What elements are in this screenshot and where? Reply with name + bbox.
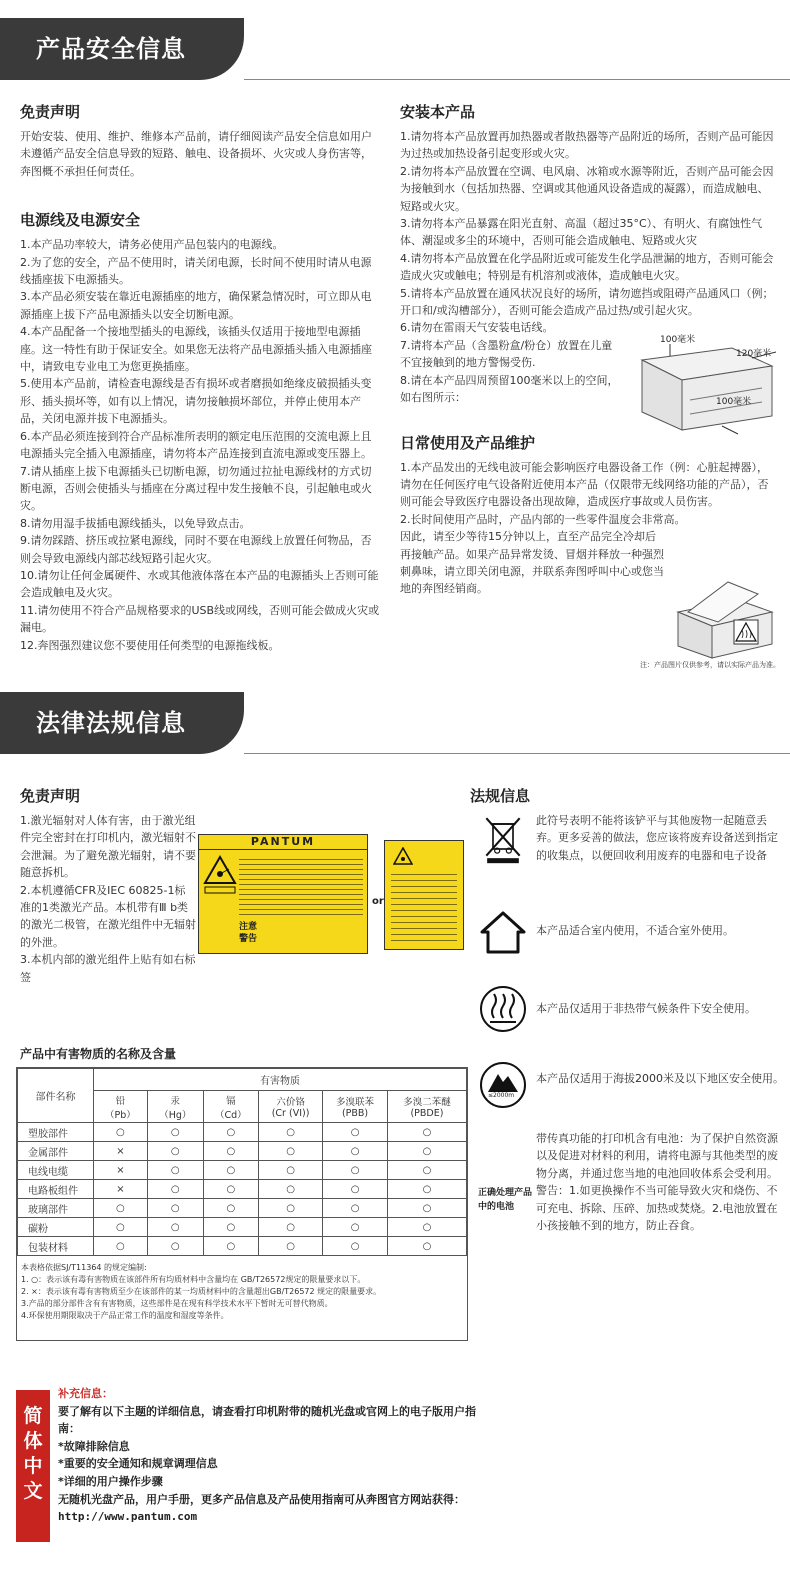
hazard-note: 4.环保使用期限取决于产品正常工作的温度和湿度等条件。: [21, 1311, 229, 1320]
altitude-icon-label: ≤2000m: [488, 1092, 515, 1099]
column-header: 镉 （Cd）: [203, 1091, 258, 1123]
divider: [244, 753, 790, 754]
power-item: 9.请勿踩踏、挤压或拉紧电源线，同时不要在电源线上放置任何物品，否则会导致电源线内部芯线短路引起火灾。: [20, 534, 372, 565]
power-item: 3.本产品必须安装在靠近电源插座的地方，确保紧急情况时，可立即从电源插座上拔下产品电源插头以安全切断电源。: [20, 290, 372, 321]
brand-text: PANTUM: [199, 835, 367, 850]
hazard-note: 本表格依据SJ/T11364 的规定编制:: [21, 1263, 147, 1272]
part-name-cell: 塑胶部件: [18, 1123, 94, 1142]
house-icon: [478, 908, 528, 958]
reg-text: 本产品仅适用于海拔2000米及以下地区安全使用。: [536, 1072, 784, 1085]
substance-cell: ×: [94, 1161, 148, 1180]
battery-label: 正确处理产品中的电池: [478, 1188, 533, 1212]
substance-cell: ○: [258, 1180, 322, 1199]
substance-cell: ○: [203, 1180, 258, 1199]
substance-cell: ○: [258, 1199, 322, 1218]
substance-cell: ○: [387, 1142, 466, 1161]
substance-cell: ○: [94, 1218, 148, 1237]
table-row: [18, 1237, 467, 1256]
dim-label-front: 100毫米: [716, 397, 752, 407]
install-item: 7.请将本产品（含墨粉盒/粉仓）放置在儿童不宜接触到的地方警惕受伤.: [400, 338, 613, 370]
language-sidebar: [16, 1390, 50, 1542]
substance-cell: ○: [387, 1161, 466, 1180]
power-item: 8.请勿用湿手拔插电源线插头，以免导致点击。: [20, 516, 251, 530]
column-header: 汞 （Hg）: [147, 1091, 203, 1123]
laser-hazard-icon: [203, 855, 237, 895]
label-fine-print: [391, 869, 457, 943]
power-item: 5.使用本产品前，请检查电源线是否有损坏或者磨损如绝缘皮破损插头变形、插头损坏等，如有以上情况，请勿接触损坏部位，并停止使用本产品，关闭电源并拔下电源插头。: [20, 377, 372, 426]
part-name-cell: 电路板组件: [18, 1180, 94, 1199]
install-item: 3.请勿将本产品暴露在阳光直射、高温（超过35°C）、有明火、有腐蚀性气体、潮湿或多尘的环境中，否则可能会造成触电、短路或火灾: [400, 217, 763, 248]
section-title-legal: 法律法规信息: [0, 692, 244, 754]
supplement-line: *重要的安全通知和规章调理信息: [58, 1457, 218, 1471]
substance-cell: ○: [94, 1199, 148, 1218]
substance-cell: ×: [94, 1180, 148, 1199]
substance-cell: ○: [147, 1142, 203, 1161]
substance-cell: ○: [323, 1161, 388, 1180]
substance-cell: ○: [387, 1218, 466, 1237]
substance-cell: ○: [387, 1180, 466, 1199]
substance-cell: ○: [323, 1199, 388, 1218]
reg-item-altitude: [478, 1060, 782, 1110]
substance-cell: ○: [323, 1218, 388, 1237]
substance-cell: ○: [258, 1218, 322, 1237]
supplement-line: 要了解有以下主题的详细信息，请查看打印机附带的随机光盘或官网上的电子版用户指南：: [58, 1404, 476, 1436]
altitude-icon: [478, 1060, 528, 1110]
substance-cell: ○: [94, 1123, 148, 1142]
table-row: [18, 1123, 467, 1142]
reg-text: 此符号表明不能将该铲平与其他废物一起随意丢弃。更多妥善的做法，您应该将废弃设备送到指定的收集点，以便回收利用废弃的电器和电子设备: [536, 814, 778, 862]
daily-item: 2.长时间使用产品时，产品内部的一些零件温度会非常高。: [400, 512, 686, 526]
part-name-cell: 电线电缆: [18, 1161, 94, 1180]
col-group-header: 有害物质: [94, 1069, 467, 1091]
substance-cell: ○: [258, 1142, 322, 1161]
power-item: 12.奔图强烈建议您不要使用任何类型的电源拖线板。: [20, 638, 280, 652]
left-column-safety: [20, 102, 382, 654]
legal-disclaimer: [20, 786, 196, 986]
hazard-note: 2. ×：表示该有毒有害物质至少在该部件的某一均质材料中的含量超出GB/T26572 规定的限量要求。: [21, 1287, 382, 1296]
substance-cell: ○: [203, 1218, 258, 1237]
laser-warning-label: [198, 834, 368, 954]
supplement-info: [58, 1385, 478, 1526]
dim-label-right: 120毫米: [736, 349, 772, 359]
image-reference-note: 注：产品图片仅供参考，请以实际产品为准。: [640, 661, 780, 669]
part-name-cell: 玻璃部件: [18, 1199, 94, 1218]
substance-cell: ○: [147, 1180, 203, 1199]
substance-cell: ○: [203, 1199, 258, 1218]
reg-item-climate: [478, 984, 782, 1034]
install-item: 5.请将本产品放置在通风状况良好的场所，请勿遮挡或阻碍产品通风口（例；开口和/或沟槽部分），否则可能会造成产品过热/或引起火灾。: [400, 286, 774, 318]
disclaimer-heading: 免责声明: [20, 103, 81, 121]
or-text: or: [372, 896, 384, 907]
language-char: 体: [23, 1430, 43, 1452]
legal-disclaimer-heading: 免责声明: [20, 787, 81, 805]
substance-cell: ○: [147, 1237, 203, 1256]
substance-cell: ○: [203, 1142, 258, 1161]
language-char: 文: [23, 1480, 43, 1502]
substance-cell: ○: [323, 1142, 388, 1161]
substance-cell: ○: [258, 1161, 322, 1180]
substance-cell: ○: [258, 1237, 322, 1256]
power-list: [20, 236, 382, 654]
table-row: [18, 1180, 467, 1199]
install-heading: 安装本产品: [400, 103, 476, 121]
part-name-cell: 包装材料: [18, 1237, 94, 1256]
power-item: 10.请勿让任何金属硬件、水或其他液体落在本产品的电源插头上否则可能会造成触电及火灾。: [20, 568, 379, 600]
substance-cell: ○: [387, 1237, 466, 1256]
install-item: 2.请勿将本产品放置在空调、电风扇、冰箱或水源等附近，否则产品可能会因为接触到水（包括加热器、空调或其他通风设备造成的凝露），而造成触电、短路或火灾。: [400, 164, 774, 213]
hazard-table: [17, 1068, 467, 1256]
column-header: 多溴二苯醚 (PBDE): [387, 1091, 466, 1123]
substance-cell: ○: [147, 1161, 203, 1180]
section-title-product-safety: 产品安全信息: [0, 18, 244, 80]
substance-cell: ○: [323, 1123, 388, 1142]
supplement-line: *故障排除信息: [58, 1439, 130, 1453]
reg-text: 本产品适合室内使用，不适合室外使用。: [536, 924, 734, 937]
hazard-note: 1. ○：表示该有毒有害物质在该部件所有均质材料中含量均在 GB/T26572规定的限量要求以下。: [21, 1275, 366, 1284]
substance-cell: ○: [258, 1123, 322, 1142]
table-row: [18, 1218, 467, 1237]
part-name-cell: 碳粉: [18, 1218, 94, 1237]
dim-label-top: 100毫米: [660, 335, 696, 345]
substance-cell: ○: [203, 1123, 258, 1142]
install-item: 4.请勿将本产品放置在化学品附近或可能发生化学品泄漏的地方，否则可能会造成火灾或触电；特别是有机溶剂或液体，造成触电火灾。: [400, 251, 774, 283]
power-item: 4.本产品配备一个接地型插头的电源线，该插头仅适用于接地型电源插座。这一特性有助于保证安全。如果您无法将产品电源插头插入电源插座中，请致电专业电工为您更换插座。: [20, 325, 372, 374]
install-item: 1.请勿将本产品放置再加热器或者散热器等产品附近的场所，否则产品可能因为过热或加热设备引起变形或火灾。: [400, 130, 774, 161]
power-item: 6.本产品必须连接到符合产品标准所表明的额定电压范围的交流电源上且电源插头完全插入电源插座，请勿将本产品连接到直流电源或变压器上。: [20, 429, 372, 461]
install-item: 6.请勿在雷雨天气安装电话线。: [400, 321, 554, 335]
substance-cell: ○: [203, 1237, 258, 1256]
hazard-table-box: [16, 1067, 468, 1341]
non-tropical-icon: [478, 984, 528, 1034]
col-part-header: 部件名称: [18, 1069, 94, 1123]
power-item: 11.请勿使用不符合产品规格要求的USB线或网线，否则可能会做成火灾或漏电。: [20, 603, 380, 635]
part-name-cell: 金属部件: [18, 1142, 94, 1161]
hazard-table-title: 产品中有害物质的名称及含量: [20, 1047, 177, 1061]
substance-cell: ○: [323, 1237, 388, 1256]
column-header: 铅 （Pb）: [94, 1091, 148, 1123]
supplement-line: *详细的用户操作步骤: [58, 1474, 163, 1488]
legal-item: 2.本机遵循CFR及IEC 60825-1标准的1类激光产品。本机带有Ⅲ b类的激光二极管，在激光组件中无辐射的外泄。: [20, 883, 196, 949]
substance-cell: ○: [387, 1199, 466, 1218]
daily-item: 因此，请至少等待15分钟以上，直至产品完全冷却后再接触产品。如果产品异常发烫、冒烟并释放一种强烈刺鼻味，请立即关闭电源，并联系奔图呼叫中心或您当地的奔图经销商。: [400, 530, 664, 596]
label-caution-text: 注意: [239, 922, 258, 932]
substance-cell: ×: [94, 1142, 148, 1161]
label-fine-print: [239, 855, 363, 915]
substance-cell: ○: [147, 1199, 203, 1218]
regulations-heading: 法规信息: [470, 787, 531, 805]
power-item: 1.本产品功率较大，请务必使用产品包装内的电源线。: [20, 238, 284, 252]
printer-open-illustration: [668, 572, 778, 662]
label-warning-text: 警告: [239, 934, 258, 944]
language-char: 简: [23, 1405, 43, 1427]
hazard-notes: [17, 1256, 467, 1322]
table-row: [18, 1161, 467, 1180]
daily-heading: 日常使用及产品维护: [400, 433, 536, 452]
legal-item: 1.激光辐射对人体有害，由于激光组件完全密封在打印机内，激光辐射不会泄漏。为了避免激光辐射，请不要随意拆机。: [20, 814, 196, 880]
substance-cell: ○: [387, 1123, 466, 1142]
column-header: 六价铬 (Cr (VI)): [258, 1091, 322, 1123]
weee-bin-icon: [478, 814, 528, 864]
reg-item-indoor: [478, 908, 782, 956]
hazard-note: 3.产品的部分部件含有有害物质，这些部件是在现有科学技术水平下暂时无可替代物质。: [21, 1299, 333, 1308]
daily-item: 1.本产品发出的无线电波可能会影响医疗电器设备工作（例：心脏起搏器），请勿在任何医疗电气设备附近使用本产品（仅限带无线网络功能的产品），否则可能会导致医疗电器设备出现故障，造成医疗事故或人员伤害。: [400, 460, 769, 509]
disclaimer-text: 开始安装、使用、维护、维修本产品前，请仔细阅读产品安全信息如用户未遵循产品安全信息导致的短路、触电、设备损坏、火灾或人身伤害等，奔图概不承担任何责任。: [20, 130, 372, 178]
website-link[interactable]: http://www.pantum.com: [58, 1510, 198, 1524]
substance-cell: ○: [94, 1237, 148, 1256]
supplement-line: 无随机光盘产品，用户手册，更多产品信息及产品使用指南可从奔图官方网站获得：: [58, 1492, 465, 1506]
column-header: 多溴联苯 (PBB): [323, 1091, 388, 1123]
battery-text: 带传真功能的打印机含有电池：为了保护自然资源以及促进对材料的利用，请将电源与其他类型的废物分离，并通过您当地的电池回收体系会受利用。警告：1.如更换操作不当可能导致火灾和烧伤、不可充电、拆除、压碎、加热或焚烧。2.电池放置在小孩接触不到的地方，防止吞食。: [536, 1132, 778, 1233]
substance-cell: ○: [323, 1180, 388, 1199]
substance-cell: ○: [147, 1218, 203, 1237]
substance-cell: ○: [147, 1123, 203, 1142]
table-row: [18, 1142, 467, 1161]
language-char: 中: [23, 1455, 43, 1477]
laser-warning-label-alt: [384, 840, 464, 950]
legal-item: 3.本机内部的激光组件上贴有如右标签: [20, 953, 196, 984]
power-heading: 电源线及电源安全: [20, 211, 141, 230]
reg-text: 本产品仅适用于非热带气候条件下安全使用。: [536, 1002, 756, 1015]
power-item: 2.为了您的安全，产品不使用时，请关闭电源，长时间不使用时请从电源线插座拔下电源插头。: [20, 255, 372, 287]
laser-hazard-icon: [393, 847, 413, 865]
install-item: 8.请在本产品四周预留100毫米以上的空间，如右图所示：: [400, 373, 619, 405]
supplement-heading: 补充信息：: [58, 1387, 113, 1400]
substance-cell: ○: [203, 1161, 258, 1180]
table-row: [18, 1199, 467, 1218]
power-item: 7.请从插座上拔下电源插头已切断电源，切勿通过拉扯电源线材的方式切断电源，否则会使插头与插座在分离过程中发生接触不良，引起触电或火灾。: [20, 464, 372, 513]
reg-item-weee: [478, 812, 782, 882]
divider: [244, 79, 790, 80]
